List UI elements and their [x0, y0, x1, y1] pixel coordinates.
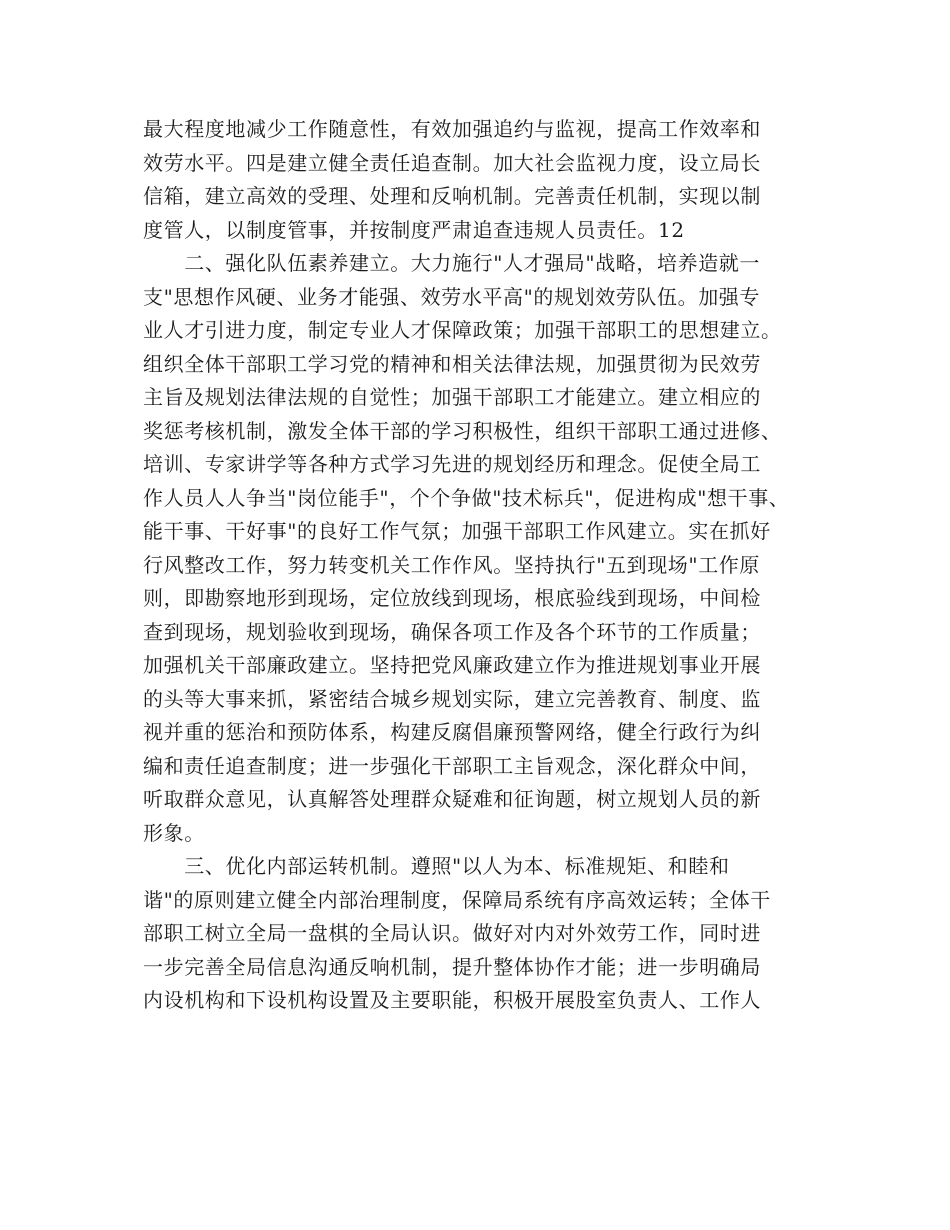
- text-line: 加强机关干部廉政建立。坚持把党风廉政建立作为推进规划事业开展: [143, 653, 761, 677]
- text-line: 查到现场，规划验收到现场，确保各项工作及各个环节的工作质量；: [143, 619, 761, 644]
- text-line: 作人员人人争当"岗位能手"，个个争做"技术标兵"，促进构成"想干事、: [143, 485, 790, 510]
- text-line: 部职工树立全局一盘棋的全局认识。做好对内对外效劳工作，同时进: [143, 921, 761, 945]
- text-line: 三、优化内部运转机制。遵照"以人为本、标准规矩、和睦和: [143, 854, 730, 878]
- text-line: 谐"的原则建立健全内部治理制度，保障局系统有序高效运转；全体干: [143, 887, 771, 912]
- text-line: 内设机构和下设机构设置及主要职能，积极开展股室负责人、工作人: [143, 988, 761, 1012]
- text-line: 行风整改工作，努力转变机关工作作风。坚持执行"五到现场"工作原: [143, 552, 760, 577]
- text-line: 组织全体干部职工学习党的精神和相关法律法规，加强贯彻为民效劳: [143, 351, 761, 376]
- text-line: 编和责任追查制度；进一步强化干部职工主旨观念，深化群众中间，: [143, 753, 761, 778]
- text-line: 形象。: [143, 820, 205, 845]
- text-line: 能干事、干好事"的良好工作气氛；加强干部职工作风建立。实在抓好: [143, 519, 771, 543]
- body-text: [143, 113, 813, 1018]
- text-line: 听取群众意见，认真解答处理群众疑难和征询题，树立规划人员的新: [143, 787, 761, 811]
- text-line: 主旨及规划法律法规的自觉性；加强干部职工才能建立。建立相应的: [143, 385, 761, 409]
- text-line: 信箱，建立高效的受理、处理和反响机制。完善责任机制，实现以制: [143, 184, 761, 208]
- text-line: 奖惩考核机制，激发全体干部的学习积极性，组织干部职工通过进修、: [143, 418, 782, 443]
- text-line: 效劳水平。四是建立健全责任追查制。加大社会监视力度，设立局长: [143, 150, 761, 175]
- text-line: 视并重的惩治和预防体系，构建反腐倡廉预警网络，健全行政行为纠: [143, 720, 761, 744]
- text-line: 二、强化队伍素养建立。大力施行"人才强局"战略，培养造就一: [143, 251, 760, 275]
- text-line: 的头等大事来抓，紧密结合城乡规划实际，建立完善教育、制度、监: [143, 686, 761, 711]
- text-line: 度管人，以制度管事，并按制度严肃追查违规人员责任。12: [143, 217, 685, 242]
- text-line: 培训、专家讲学等各种方式学习先进的规划经历和理念。促使全局工: [143, 452, 761, 476]
- text-line: 则，即勘察地形到现场，定位放线到现场，根底验线到现场，中间检: [143, 586, 761, 610]
- text-line: 最大程度地减少工作随意性，有效加强追约与监视，提高工作效率和: [143, 117, 761, 141]
- text-line: 支"思想作风硬、业务才能强、效劳水平高"的规划效劳队伍。加强专: [143, 284, 760, 309]
- text-line: 一步完善全局信息沟通反响机制，提升整体协作才能；进一步明确局: [143, 954, 761, 979]
- text-line: 业人才引进力度，制定专业人才保障政策；加强干部职工的思想建立。: [143, 318, 782, 342]
